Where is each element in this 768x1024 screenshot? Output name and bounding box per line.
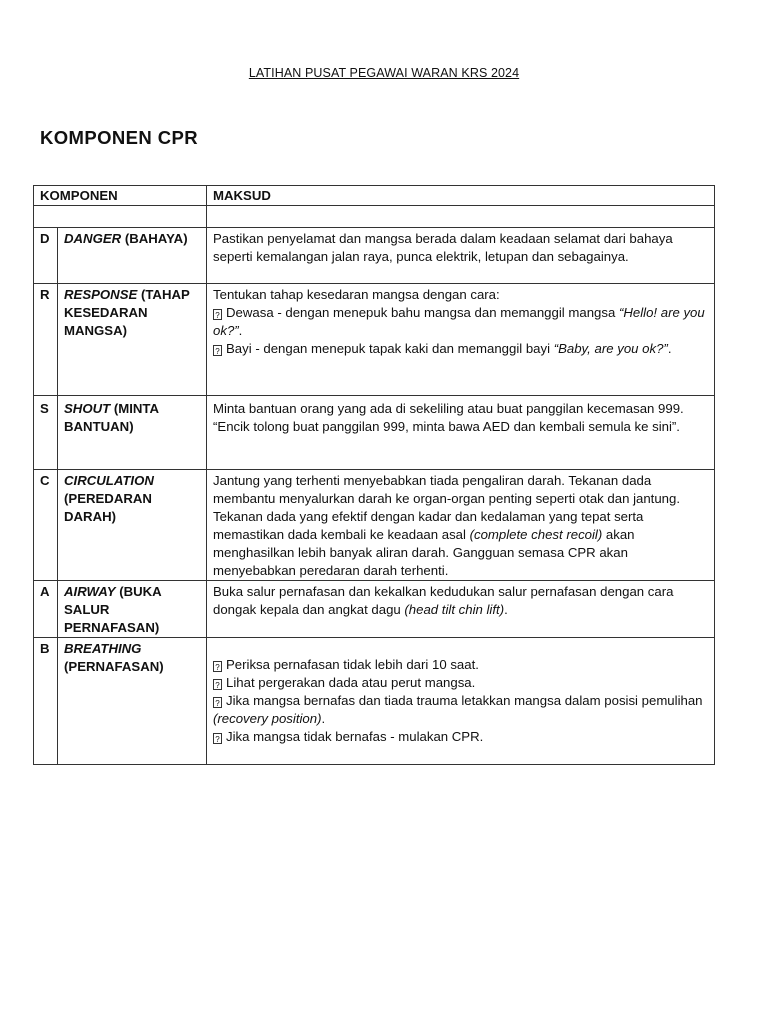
maksud-text: Bayi - dengan menepuk tapak kaki dan memanggil bayi	[226, 341, 554, 356]
maksud-text: Jika mangsa bernafas dan tiada trauma letakkan mangsa dalam posisi pemulihan	[226, 693, 703, 708]
row-letter: A	[34, 581, 58, 638]
maksud-paragraph	[213, 472, 708, 580]
maksud-text: Jantung yang terhenti menyebabkan tiada pengaliran darah. Tekanan dada membantu menyalurkan darah ke organ-organ penting seperti otak dan jantung. Tekanan dada yang efektif dengan kadar dan kedalaman yang tepat serta memastikan dada kembali ke keadaan asal	[213, 473, 681, 542]
bullet-icon: ?	[213, 309, 222, 320]
maksud-text: Dewasa - dengan menepuk bahu mangsa dan memanggil mangsa	[226, 305, 619, 320]
row-letter: D	[34, 228, 58, 284]
row-letter: R	[34, 284, 58, 396]
maksud-paragraph	[213, 418, 708, 436]
row-komponen	[58, 638, 207, 765]
header-komponen: KOMPONEN	[34, 186, 207, 206]
cpr-table	[33, 185, 715, 765]
table-row	[34, 638, 715, 765]
maksud-paragraph	[213, 583, 708, 619]
komponen-english: SHOUT	[64, 401, 111, 416]
maksud-text: “Encik tolong buat panggilan 999, minta bawa AED dan kembali semula ke sini”.	[213, 419, 680, 434]
komponen-malay: (BAHAYA)	[121, 231, 188, 246]
section-title: KOMPONEN CPR	[40, 127, 198, 148]
table-row	[34, 228, 715, 284]
komponen-english: RESPONSE	[64, 287, 138, 302]
komponen-malay: (TAHAP KESEDARAN MANGSA)	[64, 287, 190, 338]
komponen-malay: (MINTA BANTUAN)	[64, 401, 159, 434]
row-komponen	[58, 396, 207, 470]
maksud-paragraph	[213, 340, 708, 358]
row-komponen	[58, 470, 207, 581]
row-maksud	[207, 284, 715, 396]
maksud-italic-text: (complete chest recoil)	[469, 527, 603, 542]
table-row	[34, 284, 715, 396]
bullet-icon: ?	[213, 679, 222, 690]
row-maksud	[207, 228, 715, 284]
maksud-text: Minta bantuan orang yang ada di sekeliling atau buat panggilan kecemasan 999.	[213, 401, 684, 416]
empty-cell	[34, 206, 207, 228]
table-row	[34, 396, 715, 470]
komponen-english: CIRCULATION	[64, 473, 154, 488]
komponen-malay: (PEREDARAN DARAH)	[64, 491, 152, 524]
maksud-paragraph	[213, 692, 708, 728]
maksud-text: Buka salur pernafasan dan kekalkan kedudukan salur pernafasan dengan cara dongak kepala dan angkat dagu	[213, 584, 674, 617]
maksud-italic-text: (head tilt chin lift)	[404, 602, 505, 617]
maksud-paragraph	[213, 304, 708, 340]
bullet-icon: ?	[213, 733, 222, 744]
row-maksud	[207, 581, 715, 638]
table-row	[34, 581, 715, 638]
maksud-text-end: akan menghasilkan lebih banyak aliran darah. Gangguan semasa CPR akan menyebabkan peredaran darah terhenti.	[213, 527, 635, 578]
maksud-text: Periksa pernafasan tidak lebih dari 10 saat.	[226, 657, 479, 672]
bullet-icon: ?	[213, 661, 222, 672]
document-title: LATIHAN PUSAT PEGAWAI WARAN KRS 2024	[248, 66, 520, 80]
empty-row	[34, 206, 715, 228]
maksud-text: Pastikan penyelamat dan mangsa berada dalam keadaan selamat dari bahaya seperti kemalangan jalan raya, punca elektrik, letupan dan sebagainya.	[213, 231, 673, 264]
maksud-text: Jika mangsa tidak bernafas - mulakan CPR.	[226, 729, 484, 744]
komponen-english: DANGER	[64, 231, 122, 246]
maksud-text-end: .	[667, 341, 672, 356]
maksud-paragraph	[213, 230, 708, 266]
row-maksud	[207, 638, 715, 765]
komponen-malay: (BUKA SALUR PERNAFASAN)	[64, 584, 162, 635]
row-komponen	[58, 581, 207, 638]
table-header-row	[34, 186, 715, 206]
maksud-text-end: .	[504, 602, 508, 617]
row-letter: C	[34, 470, 58, 581]
maksud-paragraph	[213, 400, 708, 418]
maksud-italic-text: “Baby, are you ok?”	[553, 341, 668, 356]
bullet-icon: ?	[213, 345, 222, 356]
komponen-english: BREATHING	[64, 641, 142, 656]
row-maksud	[207, 396, 715, 470]
row-komponen	[58, 228, 207, 284]
empty-cell	[207, 206, 715, 228]
maksud-text: Tentukan tahap kesedaran mangsa dengan cara:	[213, 287, 500, 302]
bullet-icon: ?	[213, 697, 222, 708]
row-letter: B	[34, 638, 58, 765]
maksud-text-end: .	[238, 323, 243, 338]
row-maksud	[207, 470, 715, 581]
table-row	[34, 470, 715, 581]
maksud-text: Lihat pergerakan dada atau perut mangsa.	[226, 675, 476, 690]
maksud-paragraph	[213, 656, 708, 674]
komponen-malay: (PERNAFASAN)	[64, 659, 164, 674]
header-maksud: MAKSUD	[207, 186, 715, 206]
row-komponen	[58, 284, 207, 396]
maksud-italic-text: “Hello! are you ok?”	[213, 305, 705, 338]
maksud-text-end: .	[321, 711, 326, 726]
maksud-paragraph	[213, 728, 708, 746]
row-letter: S	[34, 396, 58, 470]
maksud-paragraph	[213, 286, 708, 304]
maksud-italic-text: (recovery position)	[213, 711, 322, 726]
maksud-paragraph	[213, 674, 708, 692]
komponen-english: AIRWAY	[64, 584, 116, 599]
